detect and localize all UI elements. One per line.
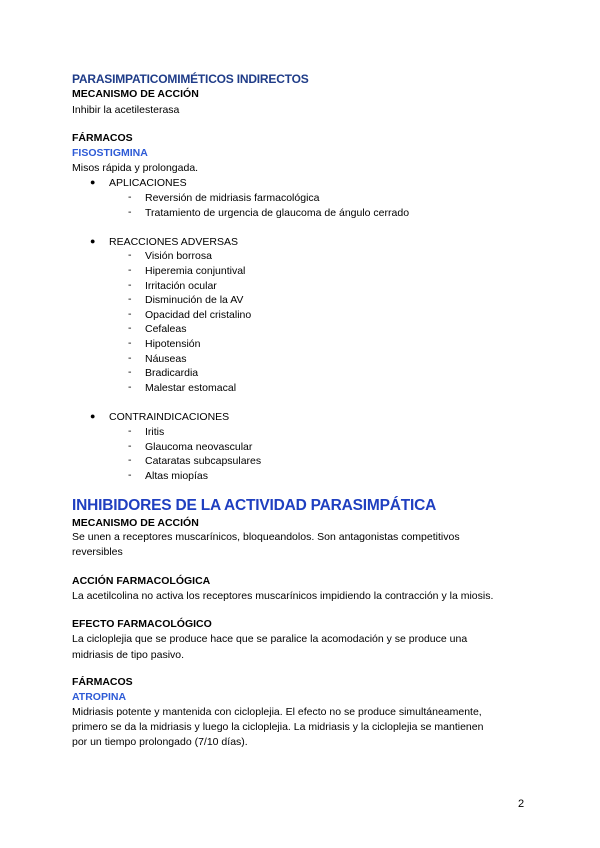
- dash-marker: -: [128, 322, 132, 334]
- efecto-line1: La cicloplejia que se produce hace que se paralice la acomodación y se produce una: [72, 633, 468, 645]
- section1-mecanismo-text: Inhibir la acetilesterasa: [72, 104, 180, 116]
- dash-marker: -: [128, 206, 132, 218]
- list-item: Hiperemia conjuntival: [145, 265, 246, 277]
- list-item: Malestar estomacal: [145, 382, 237, 394]
- list-item: Glaucoma neovascular: [145, 441, 253, 453]
- dash-marker: -: [128, 191, 132, 203]
- section2-farmacos-heading: FÁRMACOS: [72, 676, 133, 688]
- list-item: Hipotensión: [145, 338, 201, 350]
- dash-marker: -: [128, 264, 132, 276]
- dash-marker: -: [128, 308, 132, 320]
- dash-marker: -: [128, 279, 132, 291]
- atropina-line1: Midriasis potente y mantenida con cicloplejia. El efecto no se produce simultáneamente,: [72, 706, 482, 718]
- list-item: Irritación ocular: [145, 280, 217, 292]
- efecto-line2: midriasis de tipo pasivo.: [72, 649, 185, 661]
- list-item: Visión borrosa: [145, 250, 212, 262]
- dash-marker: -: [128, 366, 132, 378]
- list-item: Cefaleas: [145, 323, 187, 335]
- accion-heading: ACCIÓN FARMACOLÓGICA: [72, 575, 211, 587]
- dash-marker: -: [128, 337, 132, 349]
- section1-farmacos-heading: FÁRMACOS: [72, 132, 133, 144]
- accion-text: La acetilcolina no activa los receptores muscarínicos impidiendo la contracción y la miosis.: [72, 590, 494, 602]
- dash-marker: -: [128, 249, 132, 261]
- aplicaciones-label: APLICACIONES: [109, 177, 187, 189]
- drug-description: Misos rápida y prolongada.: [72, 162, 199, 174]
- efecto-heading: EFECTO FARMACOLÓGICO: [72, 618, 212, 630]
- section2-mecanismo-line1: Se unen a receptores muscarínicos, bloqueandolos. Son antagonistas competitivos: [72, 531, 460, 543]
- list-item: Disminución de la AV: [145, 294, 244, 306]
- dash-marker: -: [128, 425, 132, 437]
- section1-mecanismo-heading: MECANISMO DE ACCIÓN: [72, 88, 199, 100]
- drug-name-atropina: ATROPINA: [72, 691, 127, 703]
- dash-marker: -: [128, 454, 132, 466]
- list-item: Iritis: [145, 426, 165, 438]
- list-item: Opacidad del cristalino: [145, 309, 252, 321]
- dash-marker: -: [128, 469, 132, 481]
- bullet-contraindicaciones: ●: [90, 411, 96, 421]
- reacciones-label: REACCIONES ADVERSAS: [109, 236, 238, 248]
- section2-title: INHIBIDORES DE LA ACTIVIDAD PARASIMPÁTICA: [72, 497, 437, 514]
- list-item: Cataratas subcapsulares: [145, 455, 262, 467]
- dash-marker: -: [128, 381, 132, 393]
- section1-title: PARASIMPATICOMIMÉTICOS INDIRECTOS: [72, 72, 309, 86]
- bullet-aplicaciones: ●: [90, 177, 96, 187]
- dash-marker: -: [128, 352, 132, 364]
- section2-mecanismo-line2: reversibles: [72, 546, 123, 558]
- dash-marker: -: [128, 440, 132, 452]
- bullet-reacciones: ●: [90, 236, 96, 246]
- list-item: Tratamiento de urgencia de glaucoma de ángulo cerrado: [145, 207, 410, 219]
- list-item: Bradicardia: [145, 367, 199, 379]
- atropina-line3: por un tiempo prolongado (7/10 días).: [72, 736, 248, 748]
- section2-mecanismo-heading: MECANISMO DE ACCIÓN: [72, 517, 199, 529]
- atropina-line2: primero se da la midriasis y luego la cicloplejia. La midriasis y la cicloplejia se mantienen: [72, 721, 484, 733]
- list-item: Reversión de midriasis farmacológica: [145, 192, 320, 204]
- dash-marker: -: [128, 293, 132, 305]
- page-number: 2: [518, 798, 525, 810]
- drug-name-fisostigmina: FISOSTIGMINA: [72, 147, 148, 159]
- contraindicaciones-label: CONTRAINDICACIONES: [109, 411, 230, 423]
- list-item: Náuseas: [145, 353, 187, 365]
- list-item: Altas miopías: [145, 470, 209, 482]
